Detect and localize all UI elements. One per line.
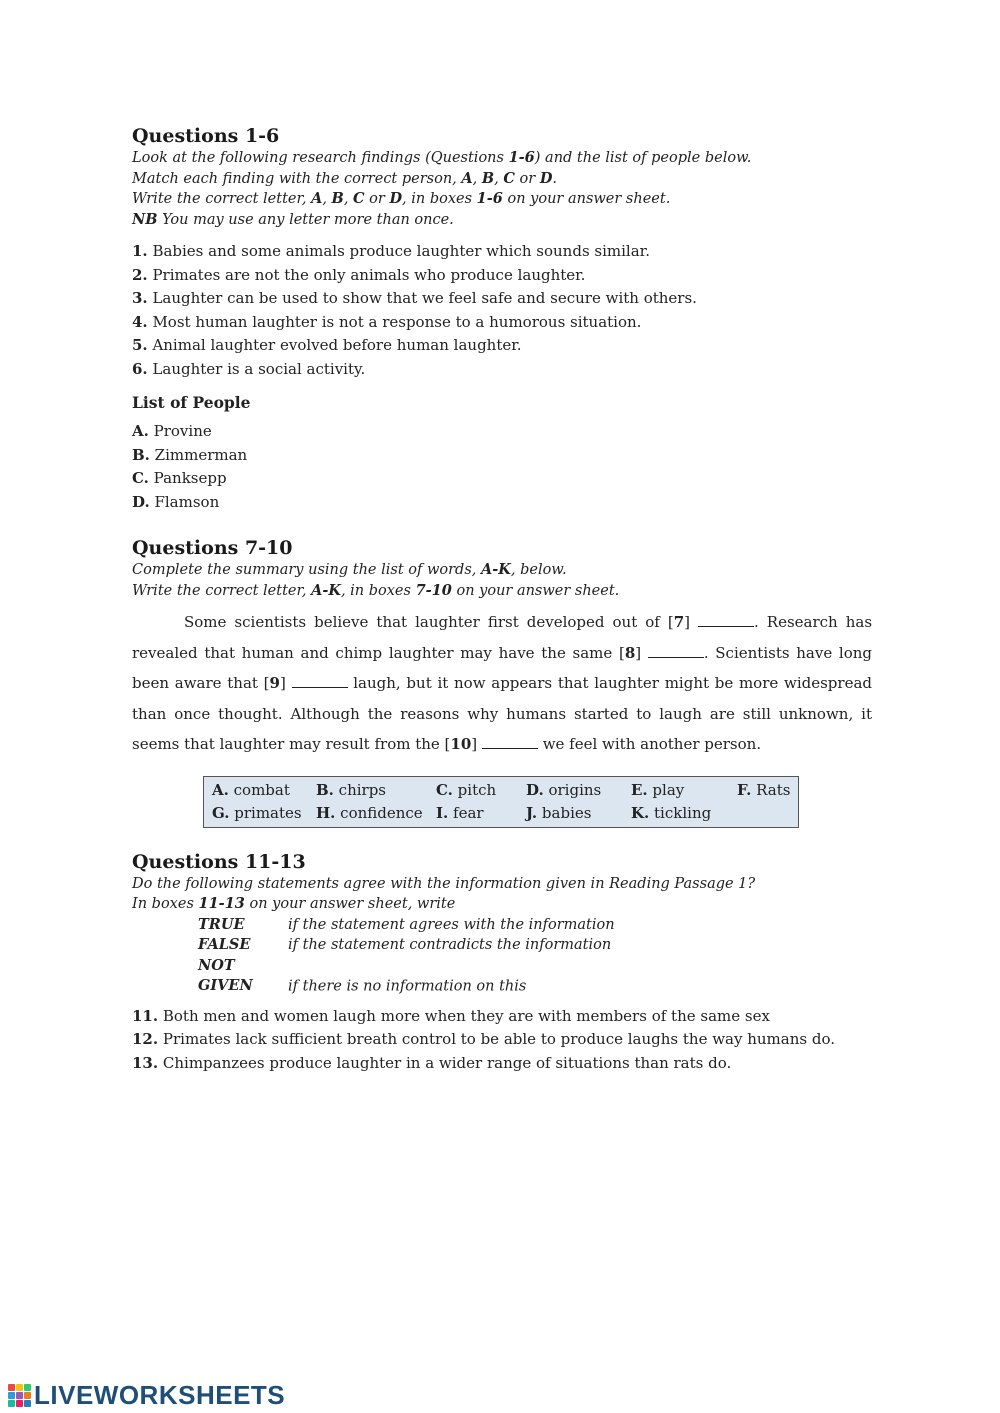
list-item: 4. Most human laughter is not a response to a humorous situation. xyxy=(132,312,642,331)
answer-key-legend xyxy=(198,915,872,997)
list-item: C. Panksepp xyxy=(132,469,227,487)
answer-blank-9[interactable] xyxy=(292,673,348,688)
statements-list xyxy=(132,1005,872,1076)
answer-blank-8[interactable] xyxy=(648,643,704,658)
list-item: 1. Babies and some animals produce laughter which sounds similar. xyxy=(132,242,650,260)
logo-text: LIVEWORKSHEETS xyxy=(34,1379,286,1410)
word-row xyxy=(204,802,798,825)
legend-row: TRUE if the statement agrees with the information xyxy=(198,915,615,933)
word-option: J. babies xyxy=(526,803,592,822)
list-item: 12. Primates lack sufficient breath control to be able to produce laughs the way humans do. xyxy=(132,1030,835,1048)
word-option: E. play xyxy=(631,780,685,799)
word-option: B. chirps xyxy=(316,780,387,799)
word-option: F. Rats xyxy=(737,780,791,799)
section-title-7-10: Questions 7-10 xyxy=(132,537,293,559)
word-option: I. fear xyxy=(436,803,484,822)
instructions-7-10: Complete the summary using the list of words, A-K, below. Write the correct letter, A-K, in boxes 7-10 on your answer sheet. xyxy=(132,561,620,599)
word-list-box xyxy=(203,776,799,828)
liveworksheets-logo[interactable] xyxy=(8,1381,285,1409)
legend-row: NOT GIVEN if there is no information on this xyxy=(198,956,527,994)
instructions-1-6: Look at the following research findings (Questions 1-6) and the list of people below. Match each finding with the correct person, A, B, C or D. Write the correct letter, A, B, C or D, in boxes 1-6 on your answer sheet. NB You may use any letter more than once. xyxy=(132,149,752,228)
list-item: 6. Laughter is a social activity. xyxy=(132,359,366,378)
legend-row: FALSE if the statement contradicts the information xyxy=(198,936,612,953)
list-item: 11. Both men and women laugh more when they are with members of the same sex xyxy=(132,1006,770,1025)
list-item: D. Flamson xyxy=(132,492,220,511)
section-title-11-13: Questions 11-13 xyxy=(132,850,306,873)
people-list xyxy=(132,420,872,514)
list-item: A. Provine xyxy=(132,422,212,440)
word-option: D. origins xyxy=(526,780,602,799)
word-option: A. combat xyxy=(212,780,290,799)
answer-blank-7[interactable] xyxy=(698,612,754,627)
people-list-title: List of People xyxy=(132,393,251,412)
list-item: 5. Animal laughter evolved before human laughter. xyxy=(132,336,522,354)
answer-blank-10[interactable] xyxy=(482,734,538,749)
summary-paragraph: Some scientists believe that laughter first developed out of [7] . Research has revealed that human and chimp laughter may have the same [8] . Scientists have long been aware that [9] laugh, but it now appears that laughter might be more widespread than once thought. Although the reasons why humans started to laugh are still unknown, it seems that laughter may result from the [10] we feel with another person. xyxy=(132,613,873,753)
list-item: 2. Primates are not the only animals who produce laughter. xyxy=(132,265,586,284)
list-item: B. Zimmerman xyxy=(132,445,248,464)
word-option: H. confidence xyxy=(316,803,423,822)
word-row xyxy=(204,779,798,802)
word-option-empty xyxy=(729,802,798,825)
list-item: 13. Chimpanzees produce laughter in a wider range of situations than rats do. xyxy=(132,1053,732,1072)
list-item: 3. Laughter can be used to show that we feel safe and secure with others. xyxy=(132,289,697,307)
section-title-1-6: Questions 1-6 xyxy=(132,125,280,147)
word-option: C. pitch xyxy=(436,780,497,799)
word-option: G. primates xyxy=(212,803,302,822)
word-option: K. tickling xyxy=(631,803,712,822)
instructions-11-13: Do the following statements agree with the information given in Reading Passage 1? In boxes 11-13 on your answer sheet, write xyxy=(132,875,756,912)
logo-blocks-icon xyxy=(8,1384,31,1407)
worksheet-page xyxy=(132,124,872,1075)
findings-list xyxy=(132,240,872,381)
